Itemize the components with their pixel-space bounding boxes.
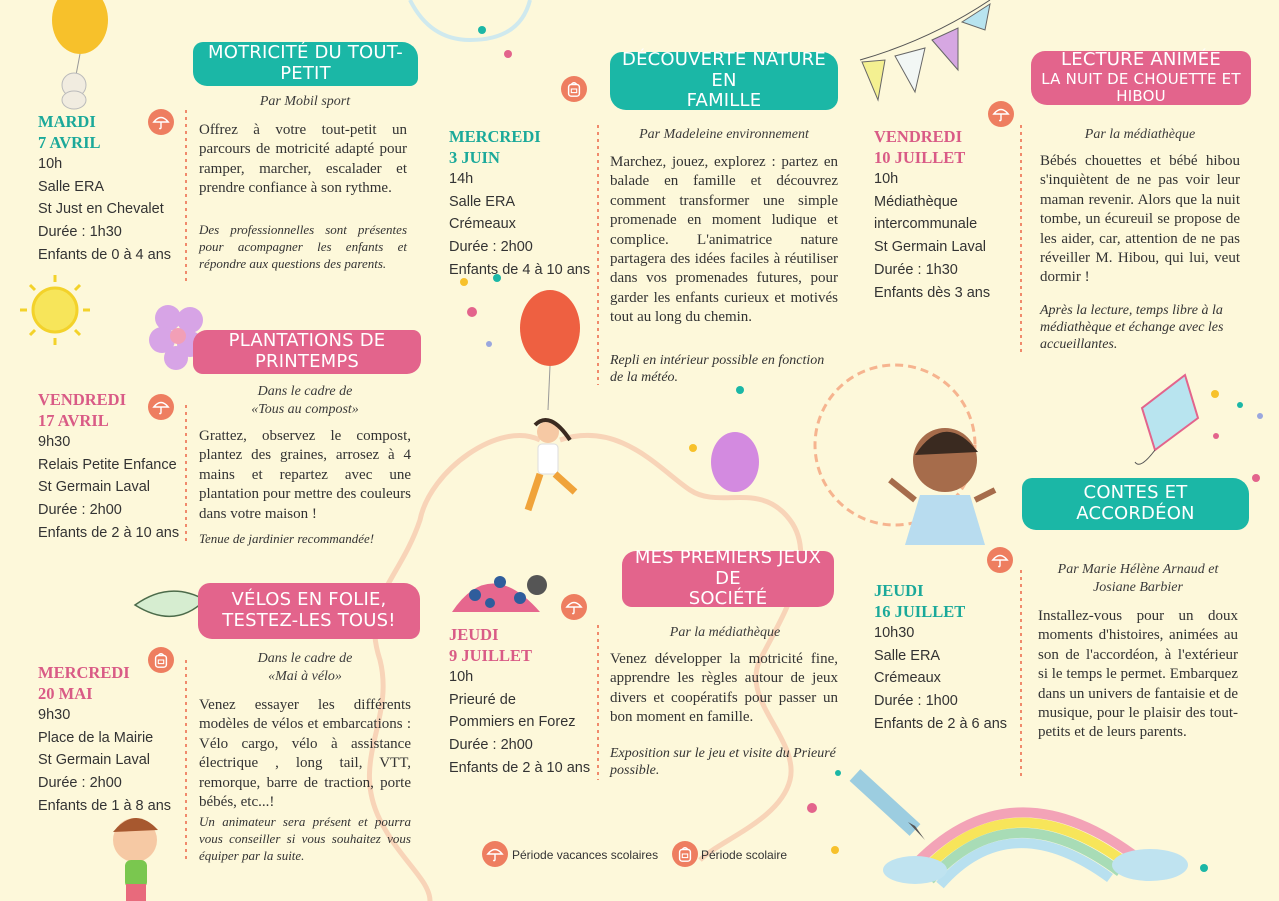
ages-contes: Enfants de 2 à 6 ans	[874, 715, 1008, 732]
date-motricite: 7 AVRIL	[38, 133, 101, 152]
title-jeux	[622, 546, 834, 610]
place-motricite-2: St Just en Chevalet	[38, 201, 164, 218]
title-jeux-line-2: SOCIÉTÉ	[688, 588, 768, 610]
title-plantations	[193, 330, 421, 374]
duration-velos: Durée : 2h00	[38, 775, 122, 792]
place-jeux-2: Pommiers en Forez	[449, 714, 576, 731]
legend-scolaire-label: Période scolaire	[701, 848, 788, 862]
date-nature: 3 JUIN	[449, 148, 500, 167]
organizer-contes	[1030, 561, 1246, 597]
day-plantations: VENDREDI	[38, 390, 127, 409]
time-jeux: 10h	[449, 669, 474, 685]
title-velos-line-2: TESTEZ-LES TOUS!	[222, 610, 396, 631]
period-icon-jeux	[561, 594, 587, 620]
time-contes: 10h30	[874, 625, 915, 641]
pencil-illustration	[855, 775, 925, 840]
description-nature: Marchez, jouez, explorez : partez en balade en famille et découvrez comment transformer une simple promenade en moment ludique et complice. L'animatrice nature partagera des idées faciles à réutiliser dans vos promenades futures, pour garder les enfants curieux et motivés tout au long du chemin.	[610, 154, 838, 326]
title-lecture-line-1: LECTURE ANIMÉE	[1061, 49, 1221, 71]
time-velos: 9h30	[38, 707, 71, 723]
girl-illustration	[528, 420, 575, 510]
schedule-motricite	[38, 111, 188, 267]
sun-illustration	[20, 275, 90, 345]
organizer-motricite: Par Mobil sport	[259, 94, 351, 109]
title-plantations-line: PLANTATIONS DE PRINTEMPS	[228, 330, 386, 372]
bunting-illustration	[860, 0, 990, 100]
title-motricite-line: MOTRICITÉ DU TOUT-PETIT	[207, 42, 403, 84]
schedule-lecture	[874, 126, 1024, 304]
title-velos-line-1: VÉLOS EN FOLIE,	[231, 589, 387, 611]
description-motricite: Offrez à votre tout-petit un parcours de motricité adapté pour ramper, marcher, escalader et prendre confiance à son rythme.	[199, 122, 407, 197]
organizer-contes-1: Par Marie Hélène Arnaud et	[1057, 562, 1219, 577]
ages-velos: Enfants de 1 à 8 ans	[38, 797, 172, 814]
duration-motricite: Durée : 1h30	[38, 224, 122, 241]
time-plantations: 9h30	[38, 434, 71, 450]
organizer-velos	[200, 650, 410, 686]
period-icon-nature	[561, 76, 587, 102]
ages-nature: Enfants de 4 à 10 ans	[449, 261, 591, 278]
organizer-plantations	[200, 383, 410, 419]
description-velos: Venez essayer les différents modèles de vélos et embarcations : Vélo cargo, vélo à assistance électrique , long tail, VTT, remorque, barre de traction, porte bébés, etc...!	[199, 697, 411, 811]
title-contes	[1022, 478, 1249, 530]
place-nature-2: Crémeaux	[449, 216, 516, 233]
day-velos: MERCREDI	[38, 663, 130, 682]
date-jeux: 9 JUILLET	[449, 646, 532, 665]
umbrella-icon	[992, 105, 1010, 123]
description-jeux: Venez développer la motricité fine, apprendre les règles autour de jeux divers et coopératifs pour passer un bon moment en famille.	[610, 651, 838, 726]
note-plantations: Tenue de jardinier recommandée!	[199, 531, 375, 546]
note-nature: Repli en intérieur possible en fonction de la météo.	[610, 353, 825, 385]
umbrella-icon	[565, 598, 583, 616]
note-jeux: Exposition sur le jeu et visite du Prieuré possible.	[610, 746, 836, 778]
schedule-contes	[874, 580, 1024, 736]
place-jeux-1: Prieuré de	[449, 691, 516, 708]
place-nature-1: Salle ERA	[449, 193, 516, 210]
ages-lecture: Enfants dès 3 ans	[874, 284, 991, 301]
period-icon-contes	[987, 547, 1013, 573]
organizer-contes-2: Josiane Barbier	[1093, 580, 1183, 596]
date-plantations: 17 AVRIL	[38, 411, 109, 430]
duration-nature: Durée : 2h00	[449, 239, 533, 256]
title-lecture	[1031, 51, 1251, 105]
duration-lecture: Durée : 1h30	[874, 261, 958, 278]
day-nature: MERCREDI	[449, 127, 541, 146]
duration-jeux: Durée : 2h00	[449, 737, 533, 754]
description-plantations: Grattez, observez le compost, plantez des graines, arrosez à 4 mains et repartez avec une plantation pour mettre des couleurs dans votre maison !	[199, 428, 411, 522]
ages-plantations: Enfants de 2 à 10 ans	[38, 524, 180, 541]
note-velos: Un animateur sera présent et pourra vous conseiller si vous souhaitez vous équiper par la suite.	[199, 814, 411, 863]
place-velos-1: Place de la Mairie	[38, 729, 154, 746]
day-lecture: VENDREDI	[874, 127, 963, 146]
ladybug-illustration	[452, 575, 547, 612]
organizer-nature: Par Madeleine environnement	[639, 127, 809, 142]
time-lecture: 10h	[874, 171, 899, 187]
red-balloon-illustration	[520, 290, 580, 410]
date-lecture: 10 JUILLET	[874, 148, 966, 167]
umbrella-icon	[486, 845, 504, 863]
title-contes-line: CONTES ET ACCORDÉON	[1076, 482, 1195, 524]
waving-girl-illustration	[890, 428, 995, 545]
schedule-jeux	[449, 624, 599, 780]
day-contes: JEUDI	[874, 581, 924, 600]
place-motricite-1: Salle ERA	[38, 178, 105, 195]
date-velos: 20 MAI	[38, 684, 93, 703]
leaf-illustration	[135, 591, 205, 616]
organizer-jeux: Par la médiathèque	[669, 625, 781, 640]
time-nature: 14h	[449, 171, 474, 187]
organizer-velos-1: Dans le cadre de	[257, 651, 353, 666]
legend-scolaire-icon	[672, 841, 698, 867]
place-lecture-1: Médiathèque	[874, 193, 958, 210]
school-bag-icon	[565, 80, 583, 98]
title-motricite	[193, 42, 418, 86]
time-motricite: 10h	[38, 156, 63, 172]
note-lecture: Après la lecture, temps libre à la médiathèque et échange avec les accueillantes.	[1040, 303, 1224, 352]
organizer-velos-2: «Mai à vélo»	[268, 669, 342, 685]
boy-illustration	[113, 818, 158, 901]
date-contes: 16 JUILLET	[874, 602, 966, 621]
organizer-lecture: Par la médiathèque	[1084, 127, 1196, 142]
period-icon-lecture	[988, 101, 1014, 127]
organizer-plantations-2: «Tous au compost»	[251, 402, 359, 418]
purple-balloon-illustration	[711, 432, 759, 492]
place-lecture-2: intercommunale	[874, 216, 978, 233]
schedule-velos	[38, 662, 188, 818]
duration-contes: Durée : 1h00	[874, 693, 958, 710]
ages-motricite: Enfants de 0 à 4 ans	[38, 246, 172, 263]
description-lecture: Bébés chouettes et bébé hibou s'inquiètent de ne pas voir leur maman revenir. Alors que la nuit tombe, un écureuil se propose de les aider, car, attention de ne pas réveiller M. Hibou, qui lui, veut dormir !	[1040, 153, 1240, 286]
duration-plantations: Durée : 2h00	[38, 502, 122, 519]
title-nature	[610, 48, 838, 112]
place-velos-2: St Germain Laval	[38, 752, 151, 769]
title-lecture-line-2: LA NUIT DE CHOUETTE ET HIBOU	[1041, 70, 1241, 106]
ages-jeux: Enfants de 2 à 10 ans	[449, 759, 591, 776]
place-lecture-3: St Germain Laval	[874, 239, 987, 256]
place-contes-2: Crémeaux	[874, 670, 941, 687]
umbrella-icon	[991, 551, 1009, 569]
legend-vacances-label: Période vacances scolaires	[512, 848, 659, 862]
title-nature-line-2: FAMILLE	[686, 90, 762, 112]
organizer-plantations-1: Dans le cadre de	[257, 384, 353, 399]
legend-vacances-icon	[482, 841, 508, 867]
place-plantations-2: St Germain Laval	[38, 479, 151, 496]
day-motricite: MARDI	[38, 112, 96, 131]
schedule-plantations	[38, 389, 188, 545]
note-motricite: Des professionnelles sont présentes pour acompagner les enfants et répondre aux questions des parents.	[199, 222, 407, 271]
title-velos	[198, 583, 420, 639]
kite-illustration	[1135, 375, 1198, 464]
title-jeux-line-1: MES PREMIERS JEUX DE	[634, 546, 822, 589]
description-contes: Installez-vous pour un doux moments d'histoires, animées au son de l'accordéon, à l'extérieur si le temps le permet. Embarquez dans un univers de fantaisie et de musique, pour le plaisir des tout-petits et de leurs parents.	[1038, 608, 1238, 741]
schedule-nature	[449, 126, 594, 282]
place-contes-1: Salle ERA	[874, 647, 941, 664]
title-nature-line-1: DÉCOUVERTE NATURE EN	[622, 48, 826, 91]
school-bag-icon	[676, 845, 694, 863]
yellow-balloon-illustration	[52, 0, 108, 109]
day-jeux: JEUDI	[449, 625, 499, 644]
place-plantations-1: Relais Petite Enfance	[38, 456, 177, 473]
